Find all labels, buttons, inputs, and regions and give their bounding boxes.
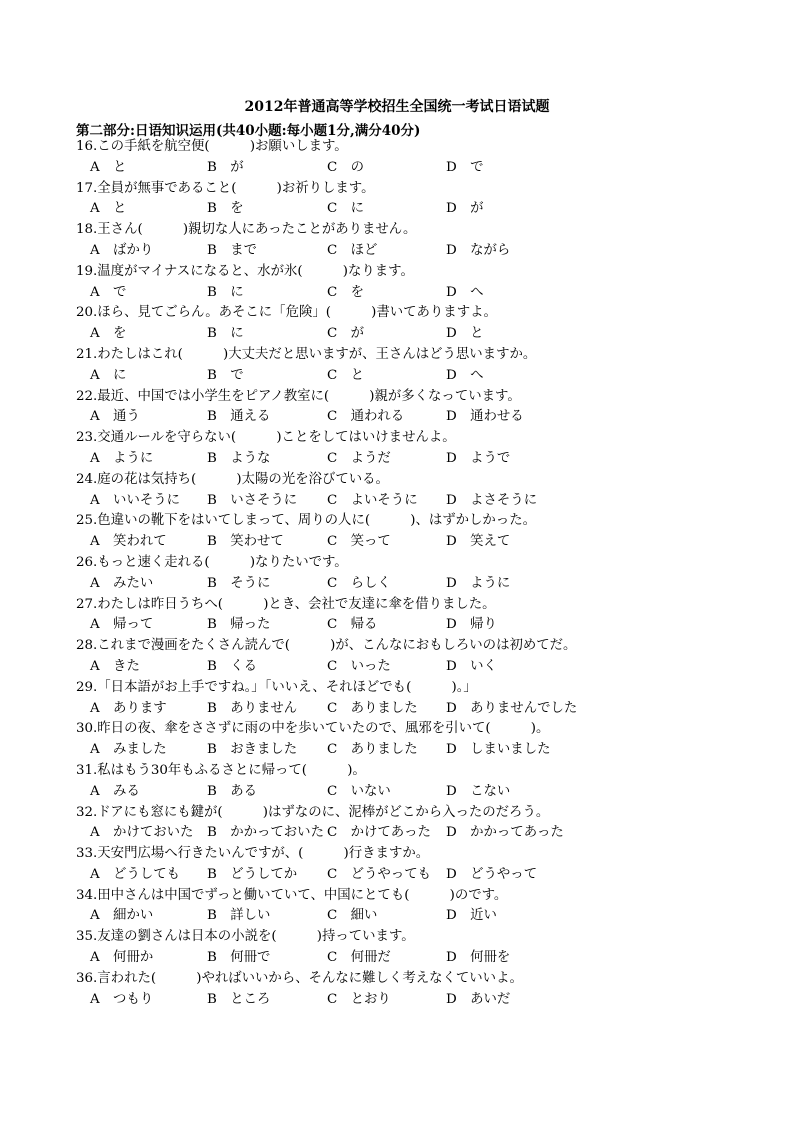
- option-c: C と: [327, 367, 365, 383]
- question-item: [76, 220, 776, 262]
- option-c: C ありました: [327, 742, 418, 758]
- option-c: C 笑って: [327, 534, 391, 550]
- option-b: B を: [207, 201, 244, 217]
- answer-options: [76, 241, 776, 262]
- question-stem: 25.色違いの靴下をはいてしまって、周りの人に( )、はずかしかった。: [76, 513, 536, 529]
- option-b: B くる: [207, 658, 258, 674]
- option-d: D へ: [446, 284, 484, 300]
- option-b: B 詳しい: [207, 908, 271, 924]
- question-stem: 31.私はもう30年もふるさとに帰って( )。: [76, 762, 366, 778]
- question-item: [76, 553, 776, 595]
- option-a: A ばかり: [90, 242, 154, 258]
- option-d: D へ: [446, 367, 484, 383]
- question-stem: 28.これまで漫画をたくさん読んで( )が、こんなにおもしろいのは初めてだ。: [76, 638, 577, 654]
- option-c: C いない: [327, 783, 391, 799]
- option-a: A を: [90, 326, 127, 342]
- option-d: D こない: [446, 783, 511, 799]
- question-item: [76, 179, 776, 221]
- answer-options: [76, 740, 776, 761]
- option-b: B 何冊で: [207, 950, 271, 966]
- option-d: D いく: [446, 658, 497, 674]
- question-item: [76, 927, 776, 969]
- question-stem: 17.全員が無事であること( )お祈りします。: [76, 180, 375, 196]
- option-a: A 帰って: [90, 617, 154, 633]
- option-d: D 何冊を: [446, 950, 511, 966]
- option-b: B いさそうに: [207, 492, 298, 508]
- answer-options: [76, 948, 776, 969]
- question-item: [76, 511, 776, 553]
- option-c: C 何冊だ: [327, 950, 391, 966]
- option-d: D かかってあった: [446, 825, 564, 841]
- option-b: B に: [207, 284, 244, 300]
- answer-options: [76, 324, 776, 345]
- question-item: [76, 137, 776, 179]
- option-d: D 通わせる: [446, 409, 524, 425]
- option-c: C を: [327, 284, 365, 300]
- question-stem: 16.この手紙を航空便( )お願いします。: [76, 139, 348, 154]
- question-stem: 34.田中さんは中国でずっと働いていて、中国にとても( )のです。: [76, 887, 508, 903]
- option-c: C ありました: [327, 700, 418, 716]
- answer-options: [76, 199, 776, 220]
- question-stem: 26.もっと速く走れる( )なりたいです。: [76, 554, 348, 570]
- question-item: [76, 470, 776, 512]
- answer-options: [76, 407, 776, 428]
- option-b: B ような: [207, 450, 271, 466]
- option-c: C ようだ: [327, 450, 391, 466]
- option-c: C 帰る: [327, 617, 378, 633]
- question-stem: 33.天安門広場へ行きたいんですが、( )行きますか。: [76, 846, 430, 862]
- option-b: B ありません: [207, 700, 298, 716]
- option-d: D が: [446, 201, 484, 217]
- question-stem: 20.ほら、見てごらん。あそこに「危険」( )書いてありますよ。: [76, 305, 497, 321]
- option-a: A 何冊か: [90, 950, 154, 966]
- option-a: A みる: [90, 783, 140, 799]
- option-b: B 笑わせて: [207, 534, 284, 550]
- answer-options: [76, 574, 776, 595]
- option-c: C いった: [327, 658, 391, 674]
- answer-options: [76, 657, 776, 678]
- question-item: [76, 636, 776, 678]
- question-stem: 32.ドアにも窓にも鍵が( )はずなのに、泥棒がどこから入ったのだろう。: [76, 804, 550, 820]
- answer-options: [76, 532, 776, 553]
- question-item: [76, 595, 776, 637]
- option-c: C の: [327, 159, 365, 175]
- question-stem: 30.昨日の夜、傘をささずに雨の中を歩いていたので、風邪を引いて( )。: [76, 721, 550, 737]
- option-c: C かけてあった: [327, 825, 431, 841]
- answer-options: [76, 906, 776, 927]
- option-b: B どうしてか: [207, 866, 298, 882]
- option-d: D で: [446, 159, 484, 175]
- option-b: B で: [207, 367, 244, 383]
- option-c: C とおり: [327, 991, 391, 1007]
- question-stem: 19.温度がマイナスになると、水が氷( )なります。: [76, 263, 414, 279]
- option-c: C 細い: [327, 908, 378, 924]
- question-item: [76, 678, 776, 720]
- question-list: [76, 137, 776, 1010]
- question-item: [76, 719, 776, 761]
- page-title: 2012年普通高等学校招生全国统一考试日语试题: [244, 99, 550, 115]
- question-stem: 23.交通ルールを守らない( )ことをしてはいけませんよ。: [76, 430, 456, 446]
- option-b: B かかっておいた: [207, 825, 324, 841]
- question-item: [76, 387, 776, 429]
- option-a: A かけておいた: [90, 825, 194, 841]
- option-a: A と: [90, 201, 127, 217]
- question-item: [76, 844, 776, 886]
- answer-options: [76, 283, 776, 304]
- option-b: B ある: [207, 783, 258, 799]
- option-b: B 通える: [207, 409, 271, 425]
- question-item: [76, 303, 776, 345]
- answer-options: [76, 366, 776, 387]
- option-b: B 帰った: [207, 617, 271, 633]
- option-b: B まで: [207, 242, 258, 258]
- option-a: A みたい: [90, 575, 154, 591]
- option-d: D どうやって: [446, 866, 538, 882]
- option-a: A 通う: [90, 409, 140, 425]
- option-b: B に: [207, 326, 244, 342]
- option-a: A と: [90, 159, 127, 175]
- option-a: A きた: [90, 658, 140, 674]
- option-d: D ように: [446, 575, 511, 591]
- question-item: [76, 428, 776, 470]
- option-d: D と: [446, 326, 484, 342]
- question-stem: 27.わたしは昨日うちへ( )とき、会社で友達に傘を借りました。: [76, 596, 496, 612]
- question-stem: 35.友達の劉さんは日本の小説を( )持っています。: [76, 929, 415, 945]
- option-a: A で: [90, 284, 127, 300]
- option-c: C 通われる: [327, 409, 405, 425]
- option-c: C に: [327, 201, 365, 217]
- question-item: [76, 761, 776, 803]
- question-stem: 21.わたしはこれ( )大丈夫だと思いますが、王さんはどう思いますか。: [76, 346, 537, 362]
- question-item: [76, 886, 776, 928]
- option-a: A つもり: [90, 991, 154, 1007]
- answer-options: [76, 823, 776, 844]
- option-b: B そうに: [207, 575, 271, 591]
- option-d: D ようで: [446, 450, 511, 466]
- option-c: C どうやっても: [327, 866, 431, 882]
- question-item: [76, 345, 776, 387]
- section-header: 第二部分:日语知识运用(共40小题:每小题1分,满分40分): [76, 123, 421, 139]
- question-stem: 29.「日本語がお上手ですね。」「いいえ、それほどでも( )。」: [76, 679, 477, 695]
- answer-options: [76, 865, 776, 886]
- option-d: D ながら: [446, 242, 511, 258]
- option-a: A あります: [90, 700, 167, 716]
- option-a: A 笑われて: [90, 534, 167, 550]
- option-a: A に: [90, 367, 127, 383]
- option-d: D 笑えて: [446, 534, 511, 550]
- option-a: A どうしても: [90, 866, 181, 882]
- question-stem: 36.言われた( )やればいいから、そんなに難しく考えなくていいよ。: [76, 970, 523, 986]
- question-stem: 22.最近、中国では小学生をピアノ教室に( )親が多くなっています。: [76, 388, 521, 404]
- option-b: B ところ: [207, 991, 271, 1007]
- answer-options: [76, 699, 776, 720]
- option-a: A ように: [90, 450, 154, 466]
- question-stem: 18.王さん( )親切な人にあったことがありません。: [76, 222, 417, 238]
- answer-options: [76, 491, 776, 512]
- option-b: B おきました: [207, 742, 298, 758]
- question-stem: 24.庭の花は気持ち( )太陽の光を浴びている。: [76, 471, 389, 487]
- answer-options: [76, 449, 776, 470]
- option-d: D 帰り: [446, 617, 497, 633]
- option-a: A 細かい: [90, 908, 154, 924]
- answer-options: [76, 782, 776, 803]
- option-b: B が: [207, 159, 244, 175]
- question-item: [76, 262, 776, 304]
- option-d: D しまいました: [446, 742, 551, 758]
- answer-options: [76, 158, 776, 179]
- option-d: D よさそうに: [446, 492, 538, 508]
- option-c: C ほど: [327, 242, 378, 258]
- option-d: D 近い: [446, 908, 497, 924]
- answer-options: [76, 990, 776, 1011]
- answer-options: [76, 615, 776, 636]
- question-item: [76, 969, 776, 1011]
- option-d: D あいだ: [446, 991, 511, 1007]
- option-c: C らしく: [327, 575, 391, 591]
- option-d: D ありませんでした: [446, 700, 578, 716]
- option-a: A みました: [90, 742, 167, 758]
- option-a: A いいそうに: [90, 492, 181, 508]
- option-c: C が: [327, 326, 365, 342]
- question-item: [76, 803, 776, 845]
- option-c: C よいそうに: [327, 492, 418, 508]
